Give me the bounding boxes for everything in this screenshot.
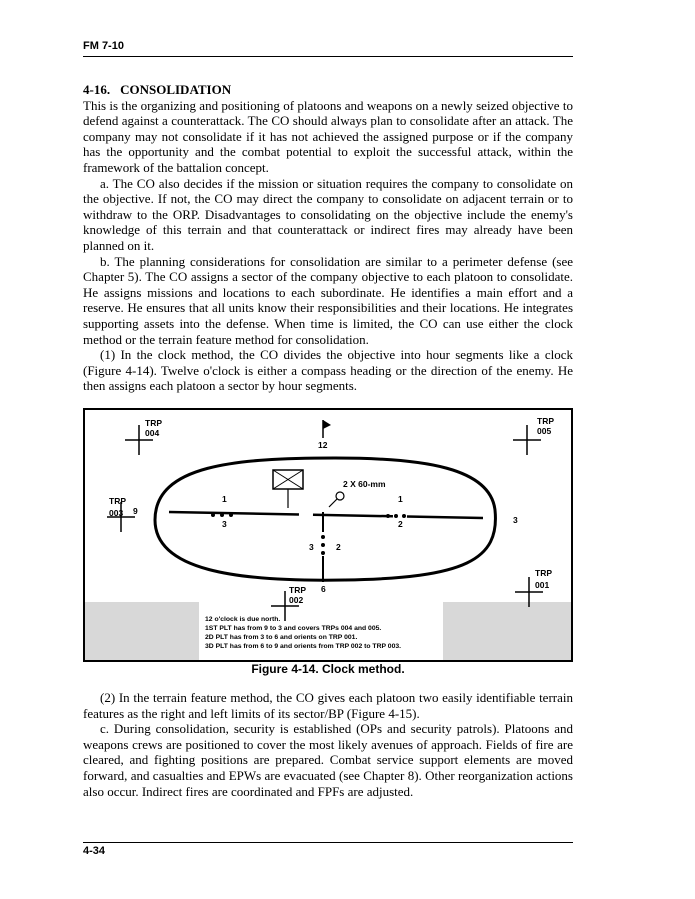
mortar-icon (336, 492, 344, 500)
objective-outline (155, 458, 495, 580)
note-line: 3D PLT has from 6 to 9 and orients from TRP 002 to TRP 003. (205, 643, 402, 650)
paragraph-c: c. During consolidation, security is established (OPs and security patrols). Platoons and weapons crews are positioned to cover the most likely avenues of approach. Fields of fire are cleared, and fighting positions are prepared. Combat service support elements are moved forward, and casualties and EPWs are evacuated (see Chapter 8). Other reorganization actions also occur. Indirect fires are coordinated and FPFs are adjusted. (83, 721, 573, 799)
paragraph-intro: This is the organizing and positioning of platoons and weapons on a newly seized objective to defend against a counterattack. The CO should always plan to consolidate after an attack. The company may not consolidate if it has not achieved the assigned purpose or if the company has the opportunity and the combat potential to exploit the successful attack, within the framework of the battalion concept. (83, 97, 573, 175)
manual-header: FM 7-10 (83, 40, 124, 52)
clock-label-6: 6 (321, 584, 326, 594)
figure-caption: Figure 4-14. Clock method. (251, 662, 405, 676)
trp-label: TRP (145, 418, 162, 428)
weapon-label: 2 X 60-mm (343, 479, 386, 489)
north-flag-icon (323, 420, 331, 429)
paragraph-b2: (2) In the terrain feature method, the CO gives each platoon two easily identifiable terrain features as the right and left limits of its sector/BP (Figure 4-15). (83, 690, 573, 721)
trp-number: 004 (145, 428, 160, 438)
trp-label: TRP (109, 496, 126, 506)
platoon-dot (321, 543, 325, 547)
footer-rule (83, 842, 573, 843)
platoon-label-right-bottom: 2 (398, 519, 403, 529)
trp-number: 001 (535, 580, 550, 590)
trp-label: TRP (289, 585, 306, 595)
platoon-dot (321, 535, 325, 539)
clock-label-12: 12 (318, 440, 328, 450)
note-line: 1ST PLT has from 9 to 3 and covers TRPs 004 and 005. (205, 625, 382, 632)
lower-body (83, 690, 573, 799)
note-line: 2D PLT has from 3 to 6 and orients on TRP 001. (205, 634, 358, 641)
trp-number: 003 (109, 508, 124, 518)
section-number: 4-16. (83, 82, 111, 97)
platoon-dot (321, 551, 325, 555)
page-number: 4-34 (83, 845, 106, 857)
platoon-dot (229, 513, 233, 517)
section-heading (83, 82, 573, 98)
trp-label: TRP (537, 416, 554, 426)
trp-number: 002 (289, 595, 304, 605)
platoon-label-center-left: 3 (309, 542, 314, 552)
platoon-dot (211, 513, 215, 517)
platoon-label-right-top: 1 (398, 494, 403, 504)
header-rule (83, 56, 573, 57)
gray-box-right (443, 602, 571, 660)
paragraph-b1: (1) In the clock method, the CO divides the objective into hour segments like a clock (Figure 4-14). Twelve o'clock is either a compass heading or the direction of the enemy. He then assigns each platoon a sector by hour segments. (83, 347, 573, 394)
section-body (83, 82, 573, 394)
platoon-label-left-bottom: 3 (222, 519, 227, 529)
horizontal-axis (169, 512, 483, 518)
section-title: CONSOLIDATION (120, 82, 232, 97)
platoon-dot (386, 514, 390, 518)
platoon-dot (394, 514, 398, 518)
platoon-dot (402, 514, 406, 518)
paragraph-a: a. The CO also decides if the mission or situation requires the company to consolidate on the objective. If not, the CO may direct the company to consolidate on adjacent terrain or to withdraw to the ORP. Disadvantages to consolidating on the objective include the enemy's knowledge of this terrain and that counterattack or indirect fires may already have been planned on it. (83, 175, 573, 253)
paragraph-b: b. The planning considerations for consolidation are similar to a perimeter defense (see Chapter 5). The CO assigns a sector of the company objective to each platoon to consolidate. He assigns missions and locations to each subordinate. He identifies a main effort and a reserve. He ensures that all units know their responsibilities and their locations. He integrates supporting assets into the defense. When time is limited, the CO can use either the clock method or the terrain feature method for consolidation. (83, 253, 573, 347)
note-line: 12 o'clock is due north. (205, 616, 281, 623)
platoon-label-center-right: 2 (336, 542, 341, 552)
mortar-tube (329, 499, 337, 507)
clock-label-3: 3 (513, 515, 518, 525)
platoon-label-left-top: 1 (222, 494, 227, 504)
trp-number: 005 (537, 426, 552, 436)
clock-method-diagram (85, 410, 571, 660)
platoon-dot (220, 513, 224, 517)
clock-method-figure (83, 408, 573, 662)
gray-box-left (85, 602, 199, 660)
clock-label-9: 9 (133, 506, 138, 516)
trp-label: TRP (535, 568, 552, 578)
